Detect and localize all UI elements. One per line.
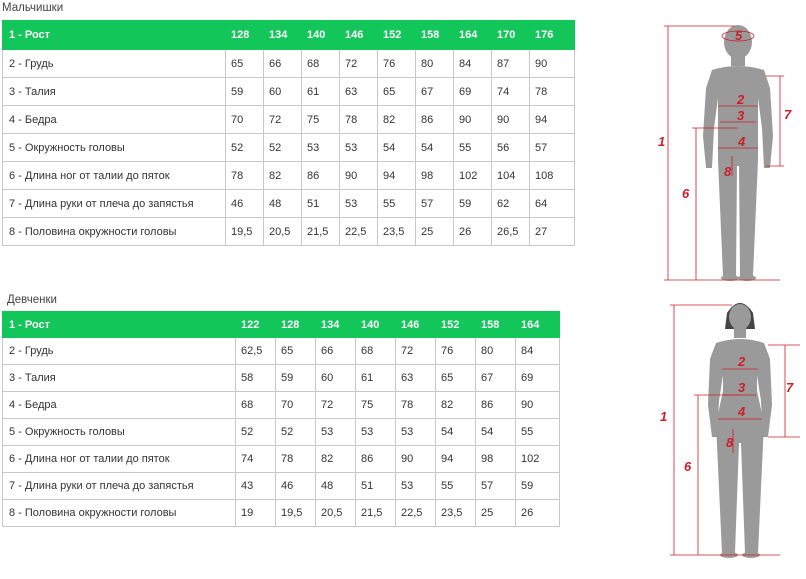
value-cell: 69 (516, 365, 560, 392)
girls-table-row (3, 473, 560, 500)
height-header-cell: 128 (226, 21, 264, 50)
value-cell: 59 (226, 78, 264, 106)
value-cell: 51 (302, 190, 340, 218)
row-label-cell: 5 - Окружность головы (3, 134, 226, 162)
girls-table-row (3, 419, 560, 446)
value-cell: 59 (516, 473, 560, 500)
boy-measurement-figure (640, 18, 800, 288)
value-cell: 43 (236, 473, 276, 500)
value-cell: 102 (454, 162, 492, 190)
height-header-cell: 164 (454, 21, 492, 50)
value-cell: 25 (416, 218, 454, 246)
value-cell: 46 (226, 190, 264, 218)
value-cell: 86 (302, 162, 340, 190)
row-label-cell: 4 - Бедра (3, 106, 226, 134)
value-cell: 62,5 (236, 338, 276, 365)
value-cell: 74 (236, 446, 276, 473)
value-cell: 26 (454, 218, 492, 246)
value-cell: 84 (516, 338, 560, 365)
value-cell: 94 (378, 162, 416, 190)
height-header-cell: 146 (396, 312, 436, 338)
girl-marker-7: 7 (786, 380, 794, 395)
value-cell: 94 (530, 106, 575, 134)
value-cell: 52 (226, 134, 264, 162)
boy-marker-1: 1 (658, 134, 666, 149)
row-label-cell: 3 - Талия (3, 78, 226, 106)
row-label-cell: 6 - Длина ног от талии до пяток (3, 162, 226, 190)
height-header-cell: 158 (416, 21, 454, 50)
value-cell: 68 (236, 392, 276, 419)
girls-header-row (3, 312, 560, 338)
boy-marker-6: 6 (682, 186, 690, 201)
value-cell: 54 (378, 134, 416, 162)
value-cell: 20,5 (316, 500, 356, 527)
value-cell: 72 (264, 106, 302, 134)
girl-marker-8: 8 (726, 435, 734, 450)
boy-marker-5: 5 (735, 28, 743, 43)
boys-header-row (3, 21, 575, 50)
value-cell: 72 (316, 392, 356, 419)
height-header-cell: 134 (264, 21, 302, 50)
row-label-cell: 8 - Половина окружности головы (3, 500, 236, 527)
boy-marker-7: 7 (784, 107, 792, 122)
value-cell: 54 (416, 134, 454, 162)
value-cell: 82 (264, 162, 302, 190)
value-cell: 67 (416, 78, 454, 106)
value-cell: 82 (378, 106, 416, 134)
value-cell: 78 (276, 446, 316, 473)
value-cell: 60 (264, 78, 302, 106)
value-cell: 57 (530, 134, 575, 162)
value-cell: 19,5 (226, 218, 264, 246)
value-cell: 52 (264, 134, 302, 162)
value-cell: 69 (454, 78, 492, 106)
value-cell: 54 (436, 419, 476, 446)
value-cell: 75 (302, 106, 340, 134)
value-cell: 98 (416, 162, 454, 190)
value-cell: 19 (236, 500, 276, 527)
girl-marker-1: 1 (660, 409, 668, 424)
value-cell: 94 (436, 446, 476, 473)
boys-table-row (3, 190, 575, 218)
value-cell: 80 (476, 338, 516, 365)
value-cell: 102 (516, 446, 560, 473)
height-header-cell: 170 (492, 21, 530, 50)
boy-marker-2: 2 (737, 92, 745, 107)
boys-table-row (3, 78, 575, 106)
value-cell: 108 (530, 162, 575, 190)
value-cell: 53 (340, 190, 378, 218)
height-header-cell: 158 (476, 312, 516, 338)
value-cell: 65 (276, 338, 316, 365)
value-cell: 57 (476, 473, 516, 500)
value-cell: 90 (396, 446, 436, 473)
height-header-cell: 140 (302, 21, 340, 50)
height-header-cell: 128 (276, 312, 316, 338)
value-cell: 70 (226, 106, 264, 134)
value-cell: 68 (302, 50, 340, 78)
row-label-cell: 7 - Длина руки от плеча до запястья (3, 473, 236, 500)
value-cell: 56 (492, 134, 530, 162)
header-label-cell: 1 - Рост (3, 21, 226, 50)
value-cell: 22,5 (340, 218, 378, 246)
value-cell: 55 (454, 134, 492, 162)
value-cell: 104 (492, 162, 530, 190)
boys-table-row (3, 162, 575, 190)
value-cell: 63 (340, 78, 378, 106)
value-cell: 65 (226, 50, 264, 78)
row-label-cell: 2 - Грудь (3, 338, 236, 365)
value-cell: 78 (396, 392, 436, 419)
row-label-cell: 6 - Длина ног от талии до пяток (3, 446, 236, 473)
value-cell: 27 (530, 218, 575, 246)
value-cell: 86 (416, 106, 454, 134)
girls-table-row (3, 338, 560, 365)
value-cell: 22,5 (396, 500, 436, 527)
value-cell: 75 (356, 392, 396, 419)
value-cell: 55 (436, 473, 476, 500)
boys-table-row (3, 106, 575, 134)
height-header-cell: 134 (316, 312, 356, 338)
row-label-cell: 5 - Окружность головы (3, 419, 236, 446)
value-cell: 66 (316, 338, 356, 365)
girls-table-row (3, 446, 560, 473)
value-cell: 64 (530, 190, 575, 218)
value-cell: 53 (396, 419, 436, 446)
row-label-cell: 4 - Бедра (3, 392, 236, 419)
value-cell: 48 (316, 473, 356, 500)
row-label-cell: 3 - Талия (3, 365, 236, 392)
value-cell: 52 (236, 419, 276, 446)
value-cell: 58 (236, 365, 276, 392)
value-cell: 54 (476, 419, 516, 446)
value-cell: 72 (396, 338, 436, 365)
value-cell: 82 (436, 392, 476, 419)
value-cell: 82 (316, 446, 356, 473)
girls-table-row (3, 365, 560, 392)
value-cell: 23,5 (378, 218, 416, 246)
height-header-cell: 146 (340, 21, 378, 50)
row-label-cell: 7 - Длина руки от плеча до запястья (3, 190, 226, 218)
boys-size-table (2, 20, 575, 246)
value-cell: 87 (492, 50, 530, 78)
value-cell: 59 (276, 365, 316, 392)
value-cell: 65 (378, 78, 416, 106)
value-cell: 90 (516, 392, 560, 419)
boys-section-title: Мальчишки (2, 2, 64, 14)
value-cell: 53 (302, 134, 340, 162)
value-cell: 62 (492, 190, 530, 218)
row-label-cell: 8 - Половина окружности головы (3, 218, 226, 246)
row-label-cell: 2 - Грудь (3, 50, 226, 78)
value-cell: 26 (516, 500, 560, 527)
girl-measurement-figure (640, 295, 805, 565)
value-cell: 55 (516, 419, 560, 446)
value-cell: 68 (356, 338, 396, 365)
value-cell: 53 (340, 134, 378, 162)
boys-table-row (3, 50, 575, 78)
value-cell: 23,5 (436, 500, 476, 527)
value-cell: 76 (378, 50, 416, 78)
value-cell: 86 (356, 446, 396, 473)
value-cell: 67 (476, 365, 516, 392)
girls-section-title: Девченки (7, 294, 57, 306)
value-cell: 25 (476, 500, 516, 527)
value-cell: 78 (530, 78, 575, 106)
girls-size-table (2, 311, 560, 527)
value-cell: 90 (530, 50, 575, 78)
value-cell: 48 (264, 190, 302, 218)
girl-marker-2: 2 (738, 354, 746, 369)
value-cell: 72 (340, 50, 378, 78)
girl-silhouette (708, 303, 772, 558)
value-cell: 59 (454, 190, 492, 218)
height-header-cell: 152 (436, 312, 476, 338)
value-cell: 53 (356, 419, 396, 446)
boy-silhouette (703, 25, 773, 281)
value-cell: 55 (378, 190, 416, 218)
height-header-cell: 152 (378, 21, 416, 50)
value-cell: 74 (492, 78, 530, 106)
value-cell: 66 (264, 50, 302, 78)
value-cell: 46 (276, 473, 316, 500)
girl-marker-3: 3 (738, 380, 746, 395)
value-cell: 78 (340, 106, 378, 134)
girl-marker-4: 4 (738, 404, 746, 419)
value-cell: 76 (436, 338, 476, 365)
value-cell: 57 (416, 190, 454, 218)
value-cell: 80 (416, 50, 454, 78)
boy-marker-4: 4 (738, 134, 746, 149)
height-header-cell: 164 (516, 312, 560, 338)
value-cell: 90 (492, 106, 530, 134)
value-cell: 26,5 (492, 218, 530, 246)
value-cell: 63 (396, 365, 436, 392)
height-header-cell: 122 (236, 312, 276, 338)
value-cell: 84 (454, 50, 492, 78)
girls-table-row (3, 500, 560, 527)
value-cell: 90 (340, 162, 378, 190)
value-cell: 19,5 (276, 500, 316, 527)
value-cell: 78 (226, 162, 264, 190)
value-cell: 98 (476, 446, 516, 473)
value-cell: 53 (316, 419, 356, 446)
boy-marker-3: 3 (737, 108, 745, 123)
value-cell: 90 (454, 106, 492, 134)
value-cell: 53 (396, 473, 436, 500)
boys-table-row (3, 134, 575, 162)
value-cell: 61 (302, 78, 340, 106)
value-cell: 21,5 (356, 500, 396, 527)
value-cell: 86 (476, 392, 516, 419)
boys-table-row (3, 218, 575, 246)
value-cell: 70 (276, 392, 316, 419)
value-cell: 51 (356, 473, 396, 500)
value-cell: 65 (436, 365, 476, 392)
header-label-cell: 1 - Рост (3, 312, 236, 338)
height-header-cell: 140 (356, 312, 396, 338)
girls-table-row (3, 392, 560, 419)
value-cell: 52 (276, 419, 316, 446)
boy-marker-8: 8 (724, 164, 732, 179)
value-cell: 61 (356, 365, 396, 392)
value-cell: 21,5 (302, 218, 340, 246)
girl-marker-6: 6 (684, 459, 692, 474)
value-cell: 20,5 (264, 218, 302, 246)
value-cell: 60 (316, 365, 356, 392)
height-header-cell: 176 (530, 21, 575, 50)
